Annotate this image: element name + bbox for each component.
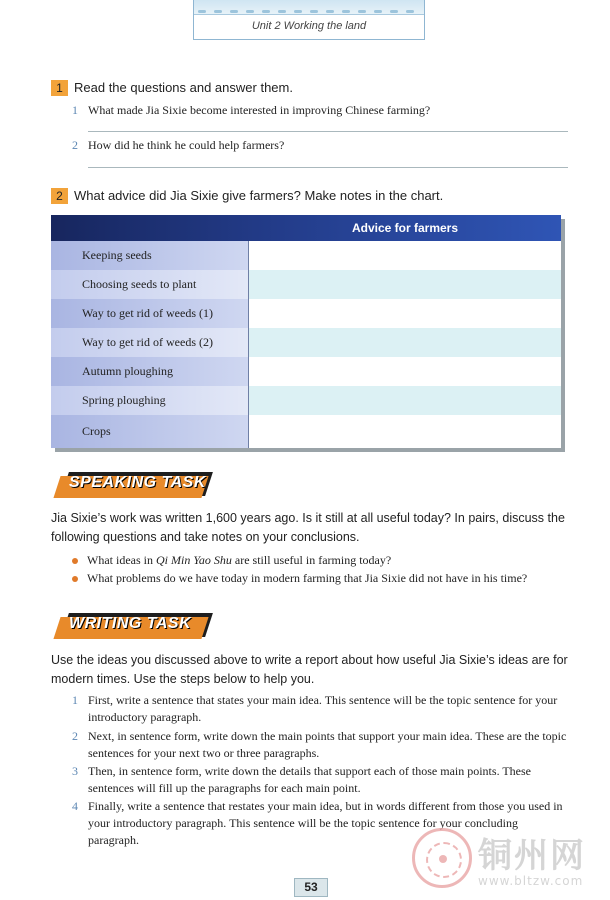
chart-row bbox=[51, 299, 561, 328]
speaking-bullet: What problems do we have today in modern farming that Jia Sixie did not have in his time? bbox=[72, 571, 527, 586]
chart-row bbox=[51, 241, 561, 270]
chart-header bbox=[51, 215, 561, 241]
chart-answer-cell[interactable] bbox=[249, 299, 561, 328]
chart-row-label: Keeping seeds bbox=[51, 241, 248, 270]
writing-step bbox=[72, 763, 570, 797]
watermark-site-name: 铜州网 bbox=[478, 836, 586, 876]
chart-header-label: Advice for farmers bbox=[351, 221, 459, 235]
chart-answer-cell[interactable] bbox=[249, 415, 561, 448]
chart-row bbox=[51, 415, 561, 448]
question-item bbox=[72, 138, 284, 153]
chart-row-label: Way to get rid of weeds (2) bbox=[51, 328, 248, 357]
chart-row bbox=[51, 270, 561, 299]
step-text: Finally, write a sentence that restates your main idea, but in words different from those you used in your introductory paragraph. This sentence will be the topic sentence for your concluding paragraph. bbox=[88, 799, 563, 847]
page-number: 53 bbox=[294, 878, 328, 897]
unit-title: Unit 2 Working the land bbox=[251, 20, 367, 32]
writing-step bbox=[72, 728, 570, 762]
chart-row bbox=[51, 328, 561, 357]
question-item bbox=[72, 103, 430, 118]
step-text: Then, in sentence form, write down the details that support each of those main points. These sentences will fill up the paragraphs for each main point. bbox=[88, 764, 531, 795]
answer-line[interactable] bbox=[88, 167, 568, 168]
answer-line[interactable] bbox=[88, 131, 568, 132]
chart-answer-cell[interactable] bbox=[249, 270, 561, 299]
header-wave-decoration bbox=[194, 0, 424, 15]
exercise-number-badge: 2 bbox=[51, 188, 68, 204]
chart-answer-cell[interactable] bbox=[249, 328, 561, 357]
exercise-2-heading bbox=[51, 187, 443, 204]
writing-intro: Use the ideas you discussed above to write a report about how useful Jia Sixie’s ideas are for modern times. Use the steps below to help you. bbox=[51, 653, 568, 686]
advice-chart bbox=[51, 215, 561, 448]
step-number: 4 bbox=[72, 799, 78, 813]
chart-row bbox=[51, 386, 561, 415]
chart-row-label: Choosing seeds to plant bbox=[51, 270, 248, 299]
exercise-number-badge: 1 bbox=[51, 80, 68, 96]
site-watermark bbox=[404, 824, 604, 900]
chart-answer-cell[interactable] bbox=[249, 241, 561, 270]
chart-row-label: Crops bbox=[51, 415, 248, 448]
step-text: Next, in sentence form, write down the main points that support your main idea. These are the topic sentences for your next two or three paragraphs. bbox=[88, 729, 567, 760]
chart-column-divider bbox=[248, 241, 249, 448]
exercise-1-heading bbox=[51, 79, 293, 96]
exercise-instruction: Read the questions and answer them. bbox=[74, 80, 293, 96]
exercise-instruction: What advice did Jia Sixie give farmers? Make notes in the chart. bbox=[74, 188, 444, 204]
speaking-task-banner bbox=[51, 468, 209, 502]
speaking-intro: Jia Sixie’s work was written 1,600 years ago. Is it still at all useful today? In pairs, discuss the following questions and take notes on your conclusions. bbox=[51, 511, 565, 544]
unit-header bbox=[193, 0, 425, 40]
bullet-dot-icon bbox=[72, 558, 78, 564]
question-text: What made Jia Sixie become interested in improving Chinese farming? bbox=[88, 103, 431, 117]
watermark-seal-icon bbox=[412, 828, 472, 888]
chart-row-label: Autumn ploughing bbox=[51, 357, 248, 386]
question-number: 2 bbox=[72, 138, 78, 152]
watermark-url: www.bltzw.com bbox=[478, 874, 584, 888]
question-text: How did he think he could help farmers? bbox=[88, 138, 285, 152]
writing-task-title: WRITING TASK bbox=[69, 615, 192, 632]
step-number: 2 bbox=[72, 729, 78, 743]
chart-answer-cell[interactable] bbox=[249, 357, 561, 386]
bullet-dot-icon bbox=[72, 576, 78, 582]
chart-row-label: Spring ploughing bbox=[51, 386, 248, 415]
step-number: 1 bbox=[72, 693, 78, 707]
writing-task-banner bbox=[51, 609, 209, 643]
step-text: First, write a sentence that states your main idea. This sentence will be the topic sentence for your introductory paragraph. bbox=[88, 693, 558, 724]
chart-row bbox=[51, 357, 561, 386]
writing-step bbox=[72, 692, 570, 726]
speaking-bullet: What ideas in Qi Min Yao Shu are still useful in farming today? bbox=[72, 553, 391, 568]
chart-answer-cell[interactable] bbox=[249, 386, 561, 415]
step-number: 3 bbox=[72, 764, 78, 778]
speaking-task-title: SPEAKING TASK bbox=[69, 474, 206, 491]
question-number: 1 bbox=[72, 103, 78, 117]
chart-row-label: Way to get rid of weeds (1) bbox=[51, 299, 248, 328]
